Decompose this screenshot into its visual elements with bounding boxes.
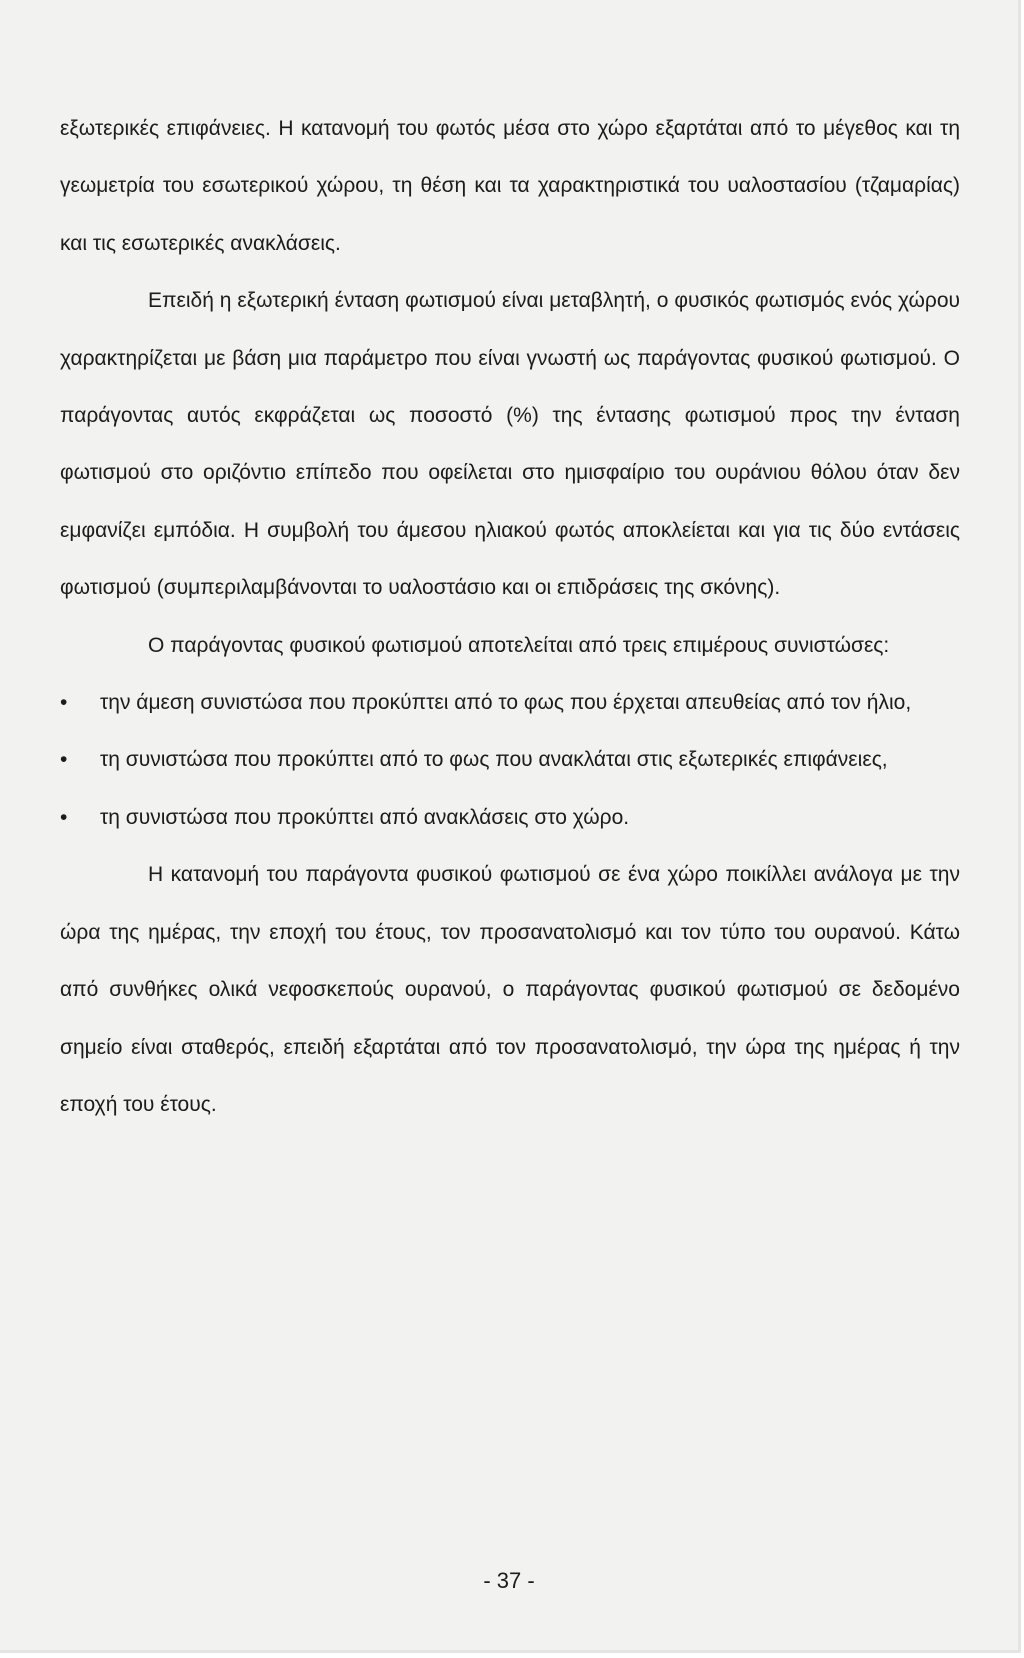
paragraph-continuation: εξωτερικές επιφάνειες. Η κατανομή του φωτός μέσα στο χώρο εξαρτάται από το μέγεθος και τη γεωμετρία του εσωτερικού χώρου, τη θέση και τα χαρακτηριστικά του υαλοστασίου (τζαμαρίας) και τις εσωτερικές ανακλάσεις. [60,117,960,255]
bullet-icon: • [60,805,68,829]
paragraph-components-intro: Ο παράγοντας φυσικού φωτισμού αποτελείται από τρεις επιμέρους συνιστώσες: [148,633,890,657]
list-item-text: την άμεση συνιστώσα που προκύπτει από το φως που έρχεται απευθείας από τον ήλιο, [100,691,912,715]
list-item-text: τη συνιστώσα που προκύπτει από το φως που ανακλάται στις εξωτερικές επιφάνειες, [100,748,888,772]
bullet-icon: • [60,748,68,772]
list-item [60,731,960,788]
page-number: - 37 - [483,1568,535,1593]
components-list [60,674,960,846]
bullet-icon: • [60,691,68,715]
list-item [60,789,960,846]
list-item [60,674,960,731]
paragraph-daylight-factor-definition: Επειδή η εξωτερική ένταση φωτισμού είναι μεταβλητή, ο φυσικός φωτισμός ενός χώρου χαρακτηρίζεται με βάση μια παράμετρο που είναι γνωστή ως παράγοντας φυσικού φωτισμού. Ο παράγοντας αυτός εκφράζεται ως ποσοστό (%) της έντασης φωτισμού προς την ένταση φωτισμού στο οριζόντιο επίπεδο που οφείλεται στο ημισφαίριο του ουράνιου θόλου όταν δεν εμφανίζει εμπόδια. Η συμβολή του άμεσου ηλιακού φωτός αποκλείεται και για τις δύο εντάσεις φωτισμού (συμπεριλαμβάνονται το υαλοστάσιο και οι επιδράσεις της σκόνης). [60,289,960,600]
list-item-text: τη συνιστώσα που προκύπτει από ανακλάσεις στο χώρο. [100,805,630,829]
paragraph-distribution: Η κατανομή του παράγοντα φυσικού φωτισμού σε ένα χώρο ποικίλλει ανάλογα με την ώρα της ημέρας, την εποχή του έτους, τον προσανατολισμό και τον τύπο του ουρανού. Κάτω από συνθήκες ολικά νεφοσκεπούς ουρανού, ο παράγοντας φυσικού φωτισμού σε δεδομένο σημείο είναι σταθερός, επειδή εξαρτάται από τον προσανατολισμό, την ώρα της ημέρας ή την εποχή του έτους. [60,863,960,1116]
body-text [60,100,960,1133]
